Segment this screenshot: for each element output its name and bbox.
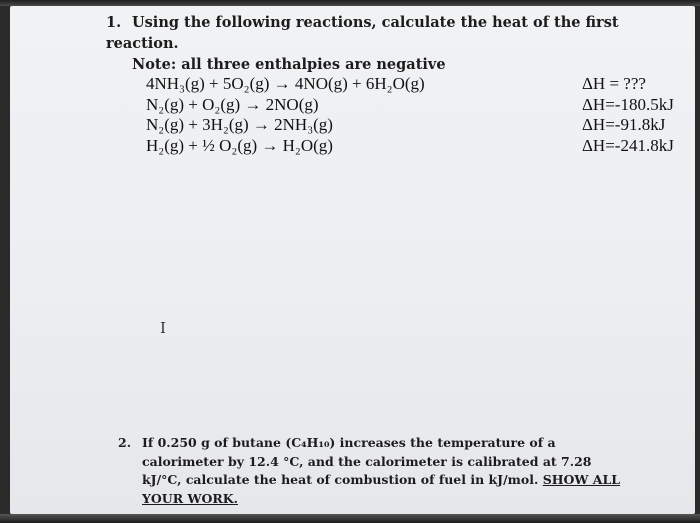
question-2 [118, 434, 638, 508]
question-2-emphasis-2: YOUR WORK. [142, 490, 238, 506]
reaction-enthalpy: ΔH = ??? [582, 74, 646, 93]
reaction-enthalpy: ΔH=-91.8kJ [582, 115, 666, 134]
question-1-number: 1. [106, 14, 122, 31]
question-1-line [106, 12, 695, 54]
reaction-row [146, 95, 686, 116]
reaction-equation: 4NH₃(g) + 5O₂(g) → 4NO(g) + 6H₂O(g) [146, 74, 425, 93]
question-1-text: Using the following reactions, calculate the heat of the first reaction. [106, 14, 619, 52]
question-1 [106, 12, 695, 75]
reaction-list [146, 74, 686, 156]
reaction-equation: N₂(g) + O₂(g) → 2NO(g) [146, 94, 319, 114]
question-2-line-1: If 0.250 g of butane (C₄H₁₀) increases the temperature of a [142, 435, 556, 450]
reaction-enthalpy: ΔH=-180.5kJ [582, 94, 674, 114]
reaction-equation: H₂(g) + ½ O₂(g) → H₂O(g) [146, 135, 333, 155]
text-cursor-icon: I [160, 319, 166, 337]
reaction-row [146, 136, 686, 157]
question-2-number: 2. [118, 435, 132, 450]
question-2-line-2: calorimeter by 12.4 °C, and the calorimeter is calibrated at 7.28 [142, 453, 592, 469]
worksheet-page [10, 6, 695, 514]
question-2-text [118, 434, 638, 508]
question-1-note: Note: all three enthalpies are negative [132, 56, 446, 73]
photo-frame-bottom [0, 514, 700, 523]
question-2-emphasis-1: SHOW ALL [542, 472, 621, 487]
reaction-enthalpy: ΔH=-241.8kJ [582, 135, 674, 155]
reaction-row [146, 74, 686, 95]
reaction-row [146, 115, 686, 136]
question-2-line-3: kJ/°C, calculate the heat of combustion of fuel in kJ/mol. [142, 472, 543, 487]
reaction-equation: N₂(g) + 3H₂(g) → 2NH₃(g) [146, 115, 333, 134]
